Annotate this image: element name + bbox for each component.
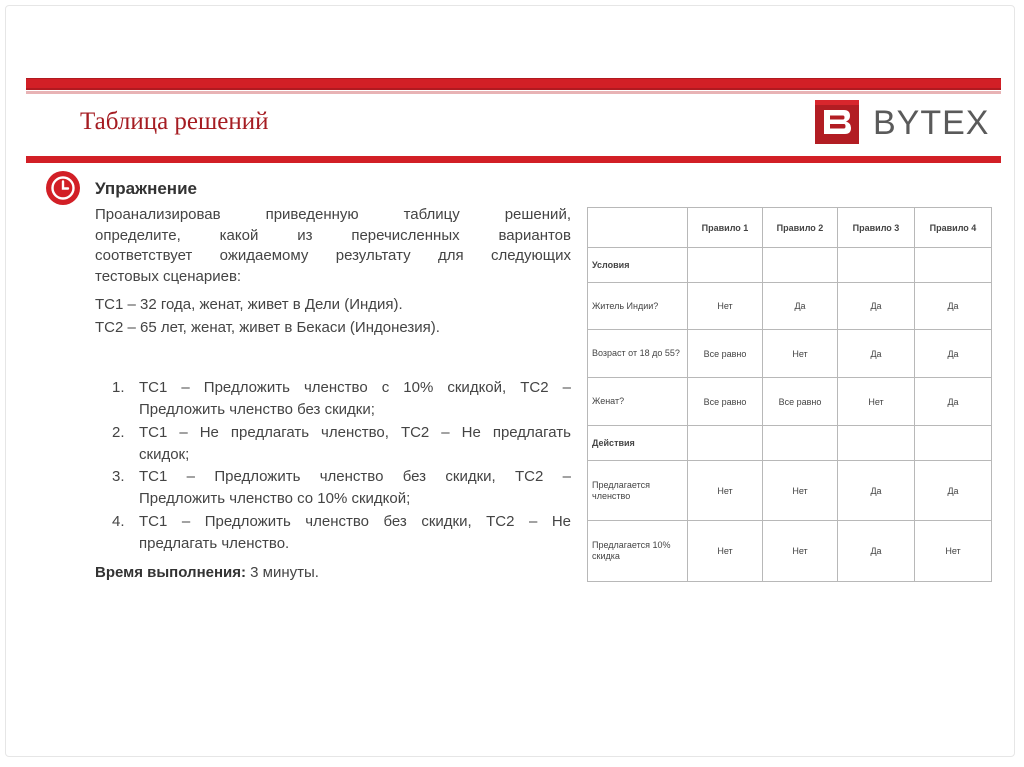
table-cell: Все равно: [763, 378, 838, 426]
table-row: [588, 521, 992, 582]
table-header-cell: Правило 3: [838, 208, 915, 248]
option-line: скидок;: [139, 445, 190, 463]
table-cell: [915, 248, 992, 283]
table-cell: [763, 426, 838, 461]
option-line: Предложить членство со 10% скидкой;: [139, 490, 411, 508]
table-cell: Да: [915, 378, 992, 426]
time-limit-value: 3 минуты.: [246, 564, 319, 581]
decision-table: [587, 207, 992, 582]
answer-option: [112, 511, 571, 556]
table-header-row: [588, 208, 992, 248]
table-cell: [688, 426, 763, 461]
table-row: [588, 330, 992, 378]
table-cell: Да: [915, 461, 992, 521]
table-cell: Да: [915, 330, 992, 378]
table-cell: [838, 248, 915, 283]
table-cell: Все равно: [688, 378, 763, 426]
table-cell: Да: [838, 283, 915, 330]
row-label: Предлагается 10% скидка: [588, 521, 688, 582]
answer-option: [112, 377, 571, 422]
table-header-cell: [588, 208, 688, 248]
table-cell: Нет: [763, 521, 838, 582]
answer-option: [112, 466, 571, 511]
option-line: предлагать членство.: [139, 535, 290, 553]
exercise-heading: Упражнение: [95, 179, 197, 198]
table-cell: Да: [838, 461, 915, 521]
answer-option: [112, 422, 571, 467]
logo-text: BYTEX: [873, 104, 990, 142]
table-header-cell: Правило 1: [688, 208, 763, 248]
table-cell: Нет: [915, 521, 992, 582]
table-cell: Да: [763, 283, 838, 330]
table-row: [588, 283, 992, 330]
table-section-row: [588, 248, 992, 283]
table-header-cell: Правило 4: [915, 208, 992, 248]
table-row: [588, 378, 992, 426]
answer-options: [112, 377, 571, 555]
table-row: [588, 461, 992, 521]
bytex-logo-mark-icon: [815, 100, 859, 144]
header-top-rule: [26, 78, 1001, 90]
table-cell: [763, 248, 838, 283]
table-cell: [838, 426, 915, 461]
table-cell: [688, 248, 763, 283]
task-line: соответствует ожидаемому результату для следующих: [95, 247, 571, 264]
row-label: Житель Индии?: [588, 283, 688, 330]
task-line: тестовых сценариев:: [95, 267, 242, 285]
scenario-tc2: ТС2 – 65 лет, женат, живет в Бекаси (Индонезия).: [95, 319, 440, 336]
scenario-tc1: ТС1 – 32 года, женат, живет в Дели (Индия).: [95, 296, 403, 313]
table-cell: [915, 426, 992, 461]
option-number: 4.: [112, 512, 125, 530]
task-line: определите, какой из перечисленных вариантов: [95, 226, 571, 244]
option-number: 3.: [112, 468, 125, 486]
row-label: Возраст от 18 до 55?: [588, 330, 688, 378]
section-label: Условия: [588, 248, 688, 283]
header-bottom-rule: [26, 156, 1001, 163]
option-line: ТС1 – Предложить членство без скидки, ТС2 – Не: [139, 512, 571, 530]
table-cell: Нет: [838, 378, 915, 426]
option-line: ТС1 – Предложить членство с 10% скидкой, ТС2 –: [139, 379, 571, 396]
table-cell: Да: [915, 283, 992, 330]
table-section-row: [588, 426, 992, 461]
bytex-logo: [815, 100, 990, 144]
row-label: Женат?: [588, 378, 688, 426]
clock-icon: [45, 170, 81, 206]
section-label: Действия: [588, 426, 688, 461]
table-cell: Нет: [688, 283, 763, 330]
slide-title: Таблица решений: [80, 108, 269, 135]
table-cell: Все равно: [688, 330, 763, 378]
option-number: 1.: [112, 379, 125, 396]
table-cell: Нет: [763, 461, 838, 521]
task-text: [95, 205, 571, 287]
time-limit-label: Время выполнения:: [95, 564, 246, 581]
table-cell: Да: [838, 521, 915, 582]
option-line: Предложить членство без скидки;: [139, 401, 375, 419]
row-label: Предлагается членство: [588, 461, 688, 521]
table-header-cell: Правило 2: [763, 208, 838, 248]
table-cell: Да: [838, 330, 915, 378]
table-cell: Нет: [688, 521, 763, 582]
table-cell: Нет: [688, 461, 763, 521]
time-limit: [95, 564, 319, 581]
option-number: 2.: [112, 423, 125, 441]
table-cell: Нет: [763, 330, 838, 378]
task-line: Проанализировав приведенную таблицу решений,: [95, 206, 571, 223]
option-line: ТС1 – Предложить членство без скидки, ТС2 –: [139, 468, 571, 486]
option-line: ТС1 – Не предлагать членство, ТС2 – Не предлагать: [139, 423, 571, 441]
